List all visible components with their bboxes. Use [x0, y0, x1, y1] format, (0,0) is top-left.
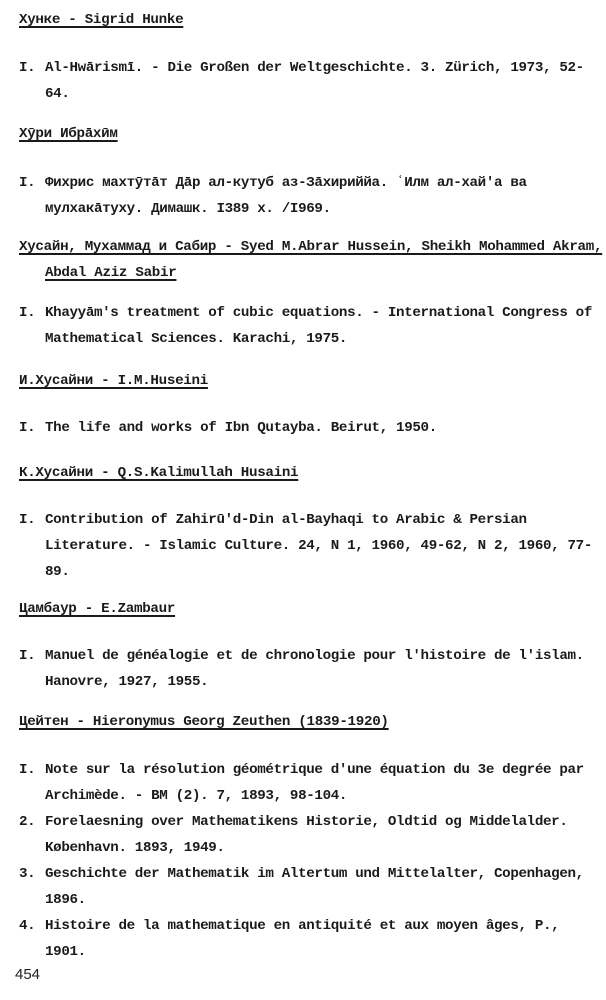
entry-heading: Хусайн, Мухаммад и Сабир - Syed M.Abrar Hussein, Sheikh Mohammed Akram, Abdal Aziz Sabir: [19, 239, 603, 281]
entry-items: [19, 55, 597, 107]
bibliography-item: [19, 507, 597, 585]
item-number: I.: [19, 512, 36, 528]
item-text: Фихрис махтӯтāт Дāр ал-кутуб аз-Зāхириййа. ʿИлм ал-хай'а ва мулхакāтуху. Димашк. I389 х. /I969.: [45, 175, 527, 217]
entry-items: [19, 415, 597, 441]
entry-heading: Цейтен - Hieronymus Georg Zeuthen (1839-1920): [19, 714, 389, 730]
item-number: 2.: [19, 814, 36, 830]
entry-heading: К.Хусайни - Q.S.Kalimullah Husaini: [19, 465, 299, 481]
bibliography-item: [19, 55, 597, 107]
item-text: Geschichte der Mathematik im Altertum und Mittelalter, Copenhagen, 1896.: [45, 866, 584, 908]
item-number: I.: [19, 305, 36, 321]
entry-items: [19, 170, 597, 222]
item-text: Forelaesning over Mathematikens Historie, Oldtid og Middelalder. København. 1893, 1949.: [45, 814, 568, 856]
item-text: Note sur la résolution géométrique d'une équation du 3e degrée par Archimède. - BM (2). 7, 1893, 98-104.: [45, 762, 584, 804]
bibliography-item: [19, 913, 597, 965]
item-text: Al-Hwārismī. - Die Großen der Weltgeschichte. 3. Zürich, 1973, 52-64.: [45, 60, 584, 102]
item-number: I.: [19, 762, 36, 778]
item-text: Contribution of Zahirū'd-Din al-Bayhaqi to Arabic & Persian Literature. - Islamic Culture. 24, N 1, 1960, 49-62, N 2, 1960, 77-89.: [45, 512, 592, 580]
item-number: 3.: [19, 866, 36, 882]
item-number: 4.: [19, 918, 36, 934]
page-number: 454: [15, 966, 41, 983]
item-text: Manuel de généalogie et de chronologie pour l'histoire de l'islam. Hanovre, 1927, 1955.: [45, 648, 584, 690]
bibliography-item: [19, 757, 597, 809]
bibliography-item: [19, 300, 597, 352]
item-number: I.: [19, 175, 36, 191]
item-text: The life and works of Ibn Qutayba. Beirut, 1950.: [45, 420, 437, 436]
entry-heading: Хӯри Ибрāхӣм: [19, 126, 118, 142]
item-number: I.: [19, 648, 36, 664]
item-number: I.: [19, 420, 36, 436]
entry-heading: Хунке - Sigrid Hunke: [19, 12, 184, 28]
bibliography-item: [19, 643, 597, 695]
item-text: Khayyām's treatment of cubic equations. - International Congress of Mathematical Sciences. Karachi, 1975.: [45, 305, 592, 347]
entry-heading: И.Хусайни - I.M.Huseini: [19, 373, 208, 389]
bibliography-item: [19, 861, 597, 913]
entry-items: [19, 300, 597, 352]
bibliography-item: [19, 170, 597, 222]
entry-items: [19, 507, 597, 585]
bibliography-item: [19, 415, 597, 441]
entry-items: [19, 757, 597, 965]
entry-heading: Цамбаур - E.Zambaur: [19, 601, 176, 617]
entry-items: [19, 643, 597, 695]
item-number: I.: [19, 60, 36, 76]
item-text: Histoire de la mathematique en antiquité et aux moyen âges, P., 1901.: [45, 918, 560, 960]
bibliography-item: [19, 809, 597, 861]
